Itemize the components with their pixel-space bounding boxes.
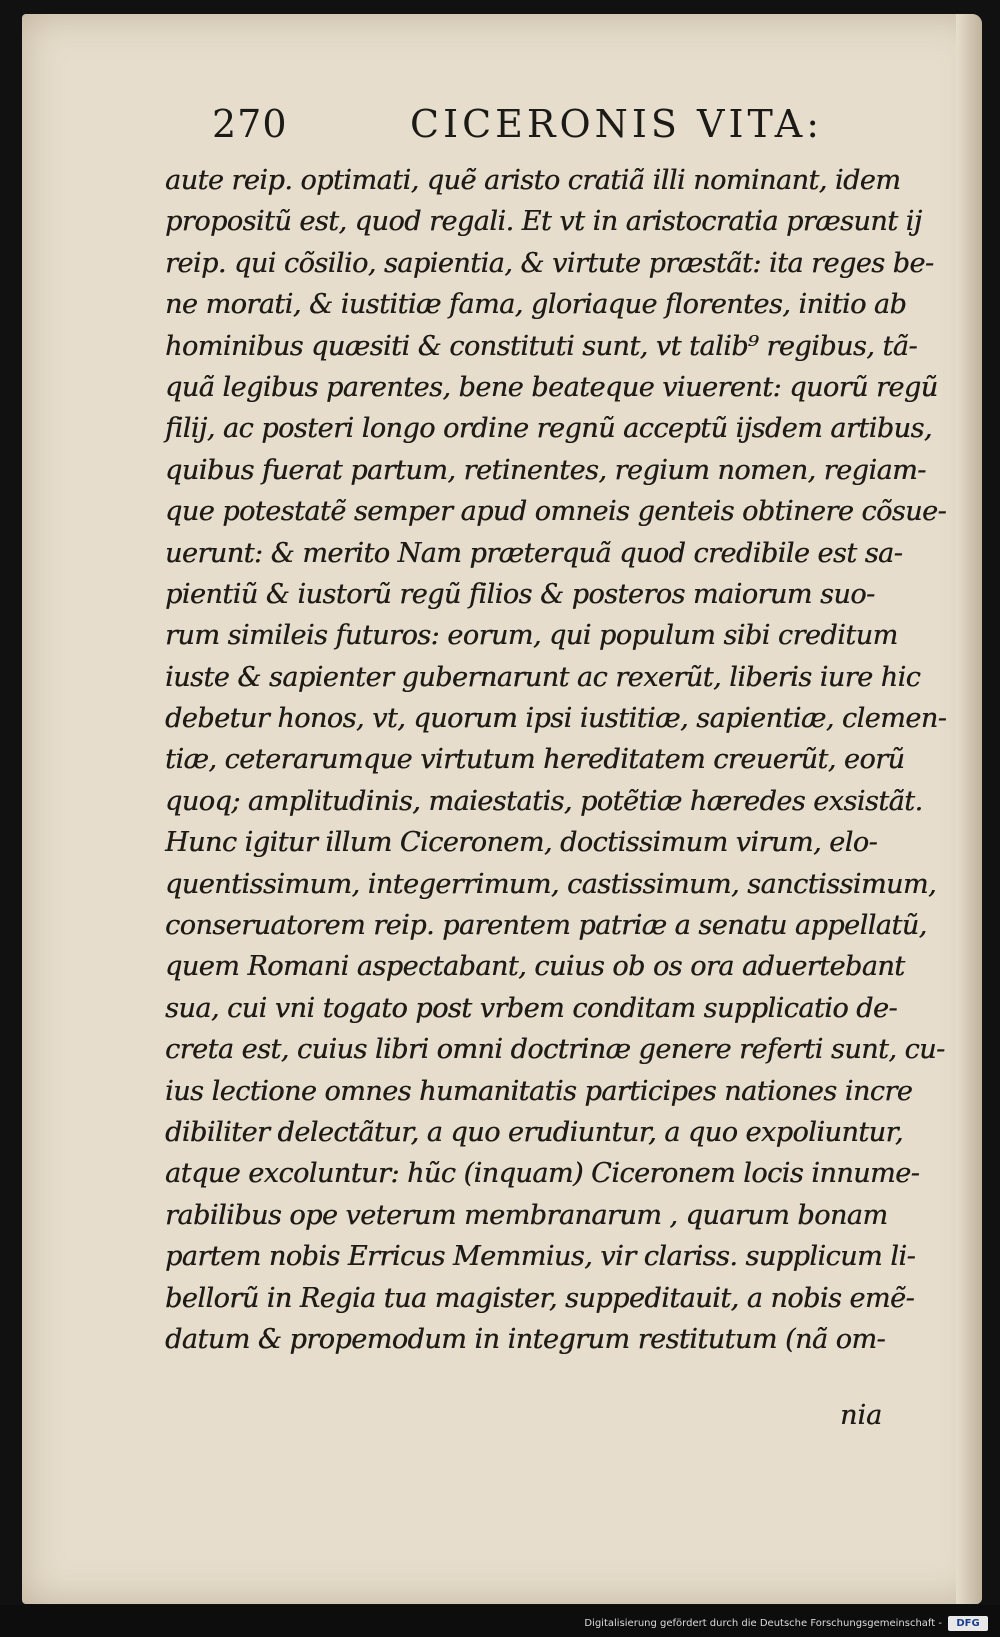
text-line: iuste & sapienter gubernarunt ac rexerũt, liberis iure hic xyxy=(165,661,921,693)
catchword: nia xyxy=(840,1400,883,1431)
text-line: ius lectione omnes humanitatis participes nationes incre xyxy=(165,1075,913,1107)
text-line: quã legibus parentes, bene beateque viuerent: quorũ regũ xyxy=(165,371,938,403)
footer-credit: Digitalisierung gefördert durch die Deutsche Forschungsgemeinschaft - xyxy=(584,1618,942,1629)
page-edge xyxy=(956,14,982,1604)
text-line: datum & propemodum in integrum restitutum (nã om- xyxy=(165,1323,886,1355)
text-line: quoq; amplitudinis, maiestatis, potẽtiæ hæredes exsistãt. xyxy=(165,785,923,817)
text-line: quem Romani aspectabant, cuius ob os ora aduertebant xyxy=(165,951,905,983)
text-line: tiæ, ceterarumque virtutum hereditatem creuerũt, eorũ xyxy=(165,744,905,776)
text-line: filij, ac posteri longo ordine regnũ acceptũ ijsdem artibus, xyxy=(165,413,932,445)
text-line: creta est, cuius libri omni doctrinæ genere referti sunt, cu- xyxy=(165,1034,945,1066)
text-line: uerunt: & merito Nam præterquã quod credibile est sa- xyxy=(165,537,903,569)
text-line: que potestatẽ semper apud omneis genteis obtinere cõsue- xyxy=(165,496,947,528)
page-number: 270 xyxy=(212,102,288,146)
text-line: reip. qui cõsilio, sapientia, & virtute præstãt: ita reges be- xyxy=(165,247,934,279)
text-line: Hunc igitur illum Ciceronem, doctissimum virum, elo- xyxy=(165,827,878,859)
text-line: rabilibus ope veterum membranarum , quarum bonam xyxy=(165,1199,888,1231)
text-line: propositũ est, quod regali. Et vt in aristocratia præsunt ij xyxy=(165,206,922,238)
text-line: ne morati, & iustitiæ fama, gloriaque florentes, initio ab xyxy=(165,289,907,321)
text-line: quentissimum, integerrimum, castissimum, sanctissimum, xyxy=(165,868,937,900)
text-line: atque excoluntur: hũc (inquam) Ciceronem locis innume- xyxy=(165,1158,920,1190)
page-header xyxy=(190,102,830,154)
body-text xyxy=(165,160,947,1360)
text-line: pientiũ & iustorũ regũ filios & posteros maiorum suo- xyxy=(165,578,875,610)
text-line: conseruatorem reip. parentem patriæ a senatu appellatũ, xyxy=(165,910,927,942)
dfg-logo: DFG xyxy=(948,1616,988,1631)
running-title: CICERONIS VITA: xyxy=(410,102,824,146)
text-line: aute reip. optimati, quẽ aristo cratiã illi nominant, idem xyxy=(165,165,901,196)
text-line: rum simileis futuros: eorum, qui populum sibi creditum xyxy=(165,620,898,652)
text-line: partem nobis Erricus Memmius, vir clariss. supplicum li- xyxy=(165,1241,916,1273)
text-line: quibus fuerat partum, retinentes, regium nomen, regiam- xyxy=(165,454,926,486)
text-line: debetur honos, vt, quorum ipsi iustitiæ, sapientiæ, clemen- xyxy=(165,703,947,735)
text-line: bellorũ in Regia tua magister, suppeditauit, a nobis emẽ- xyxy=(165,1282,915,1314)
text-line: hominibus quæsiti & constituti sunt, vt talib⁹ regibus, tã- xyxy=(165,330,917,362)
text-line: dibiliter delectãtur, a quo erudiuntur, a quo expoliuntur, xyxy=(165,1116,903,1148)
text-line: sua, cui vni togato post vrbem conditam supplicatio de- xyxy=(165,992,898,1024)
